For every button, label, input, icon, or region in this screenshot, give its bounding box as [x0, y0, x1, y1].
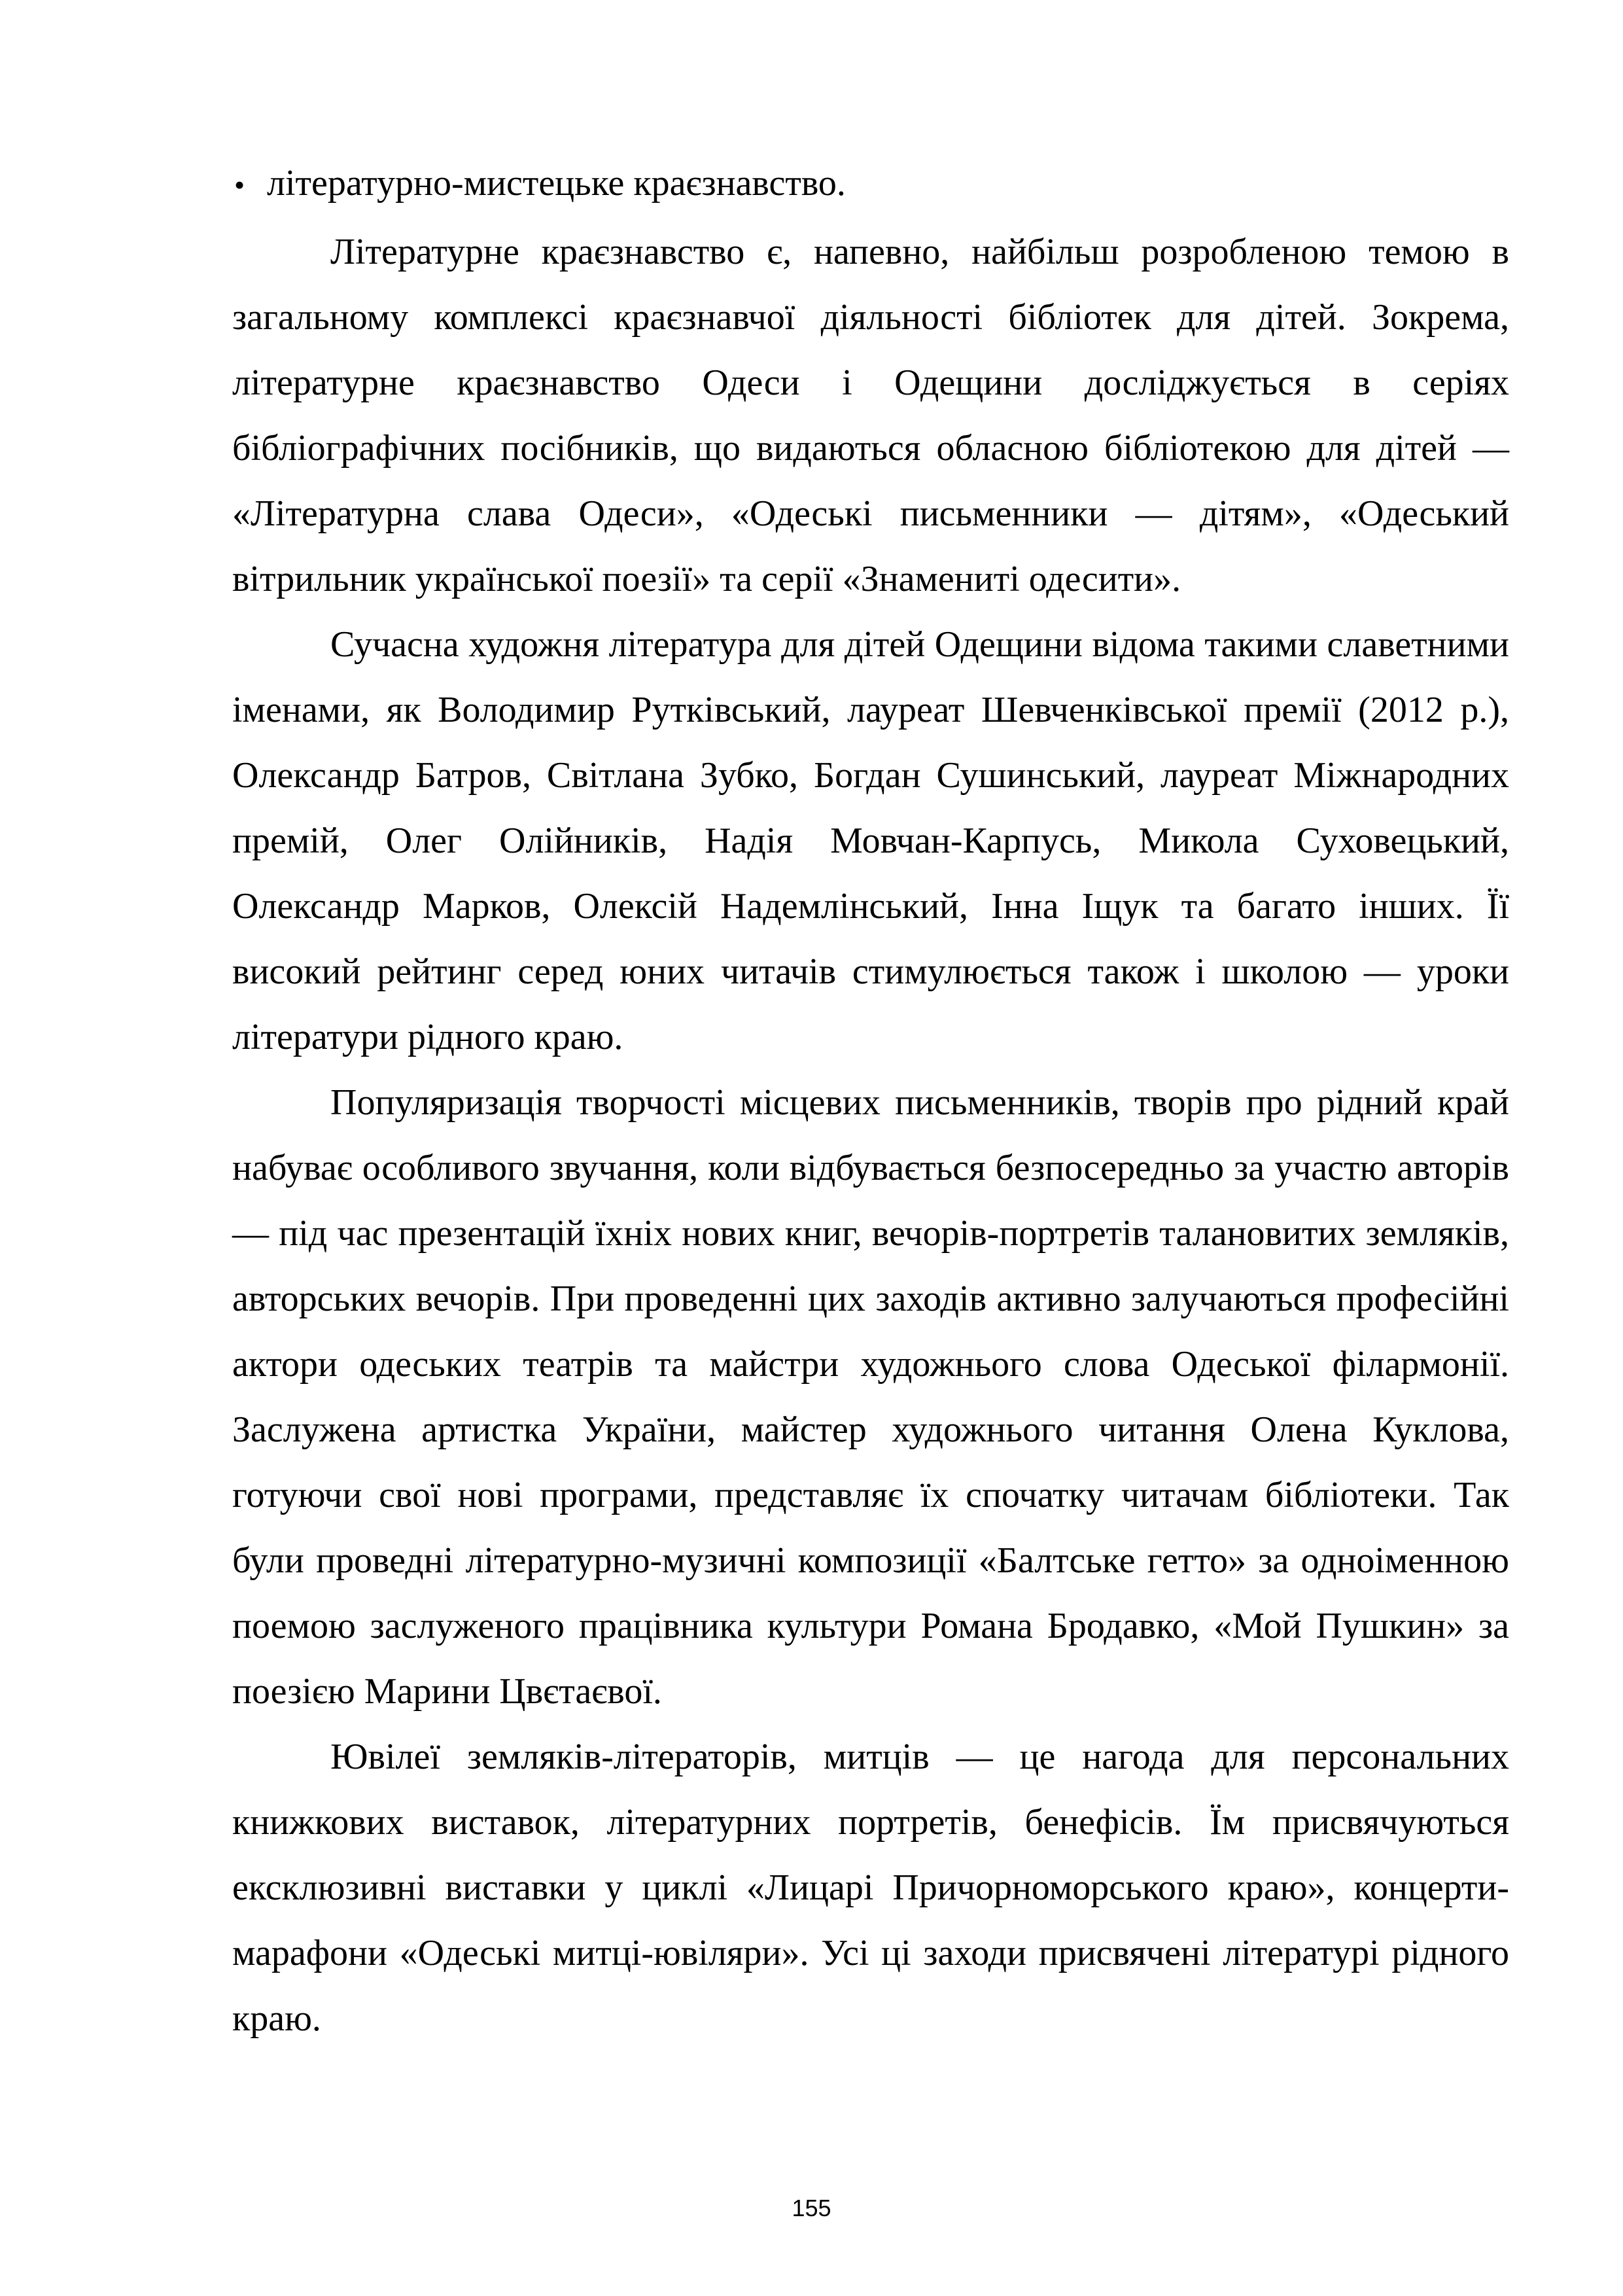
- paragraph: Сучасна художня література для дітей Одещини відома такими славетними іменами, як Володимир Рутківський, лауреат Шевченківської премії (2012 р.), Олександр Батров, Світлана Зубко, Богдан Сушинський, лауреат Міжнародних премій, Олег Олійників, Надія Мовчан-Карпусь, Микола Суховецький, Олександр Марков, Олексій Надемлінський, Інна Іщук та багато інших. Її високий рейтинг серед юних читачів стимулюється також і школою — уроки літератури рідного краю.: [232, 624, 1509, 1057]
- bullet-item-text: літературно-мистецьке краєзнавство.: [267, 163, 846, 203]
- body-text: [232, 219, 1509, 2051]
- page-number: 155: [792, 2195, 831, 2221]
- paragraph: Популяризація творчості місцевих письменників, творів про рідний край набуває особливого звучання, коли відбувається безпосередньо за участю авторів — під час презентацій їхніх нових книг, вечорів-портретів талановитих земляків, авторських вечорів. При проведенні цих заходів активно залучаються професійні актори одеських театрів та майстри художнього слова Одеської філармонії. Заслужена артистка України, майстер художнього читання Олена Куклова, готуючи свої нові програми, представляє їх спочатку читачам бібліотеки. Так були проведні літературно-музичні композиції «Балтське гетто» за одноіменною поемою заслуженого працівника культури Романа Бродавко, «Мой Пушкин» за поезією Марини Цвєтаєвої.: [232, 1082, 1509, 1712]
- bullet-icon: •: [234, 168, 245, 202]
- bullet-list-item: [234, 156, 1510, 213]
- paragraph: Літературне краєзнавство є, напевно, найбільш розробленою темою в загальному комплексі краєзнавчої діяльності бібліотек для дітей. Зокрема, літературне краєзнавство Одеси і Одещини досліджується в серіях бібліографічних посібників, що видаються обласною бібліотекою для дітей — «Літературна слава Одеси», «Одеські письменники — дітям», «Одеський вітрильник української поезії» та серії «Знамениті одесити».: [232, 232, 1509, 599]
- paragraph: Ювілеї земляків-літераторів, митців — це нагода для персональних книжкових виставок, літературних портретів, бенефісів. Їм присвячуються ексклюзивні виставки у циклі «Лицарі Причорноморського краю», концерти-марафони «Одеські митці-ювіляри». Усі ці заходи присвячені літературі рідного краю.: [232, 1737, 1509, 2039]
